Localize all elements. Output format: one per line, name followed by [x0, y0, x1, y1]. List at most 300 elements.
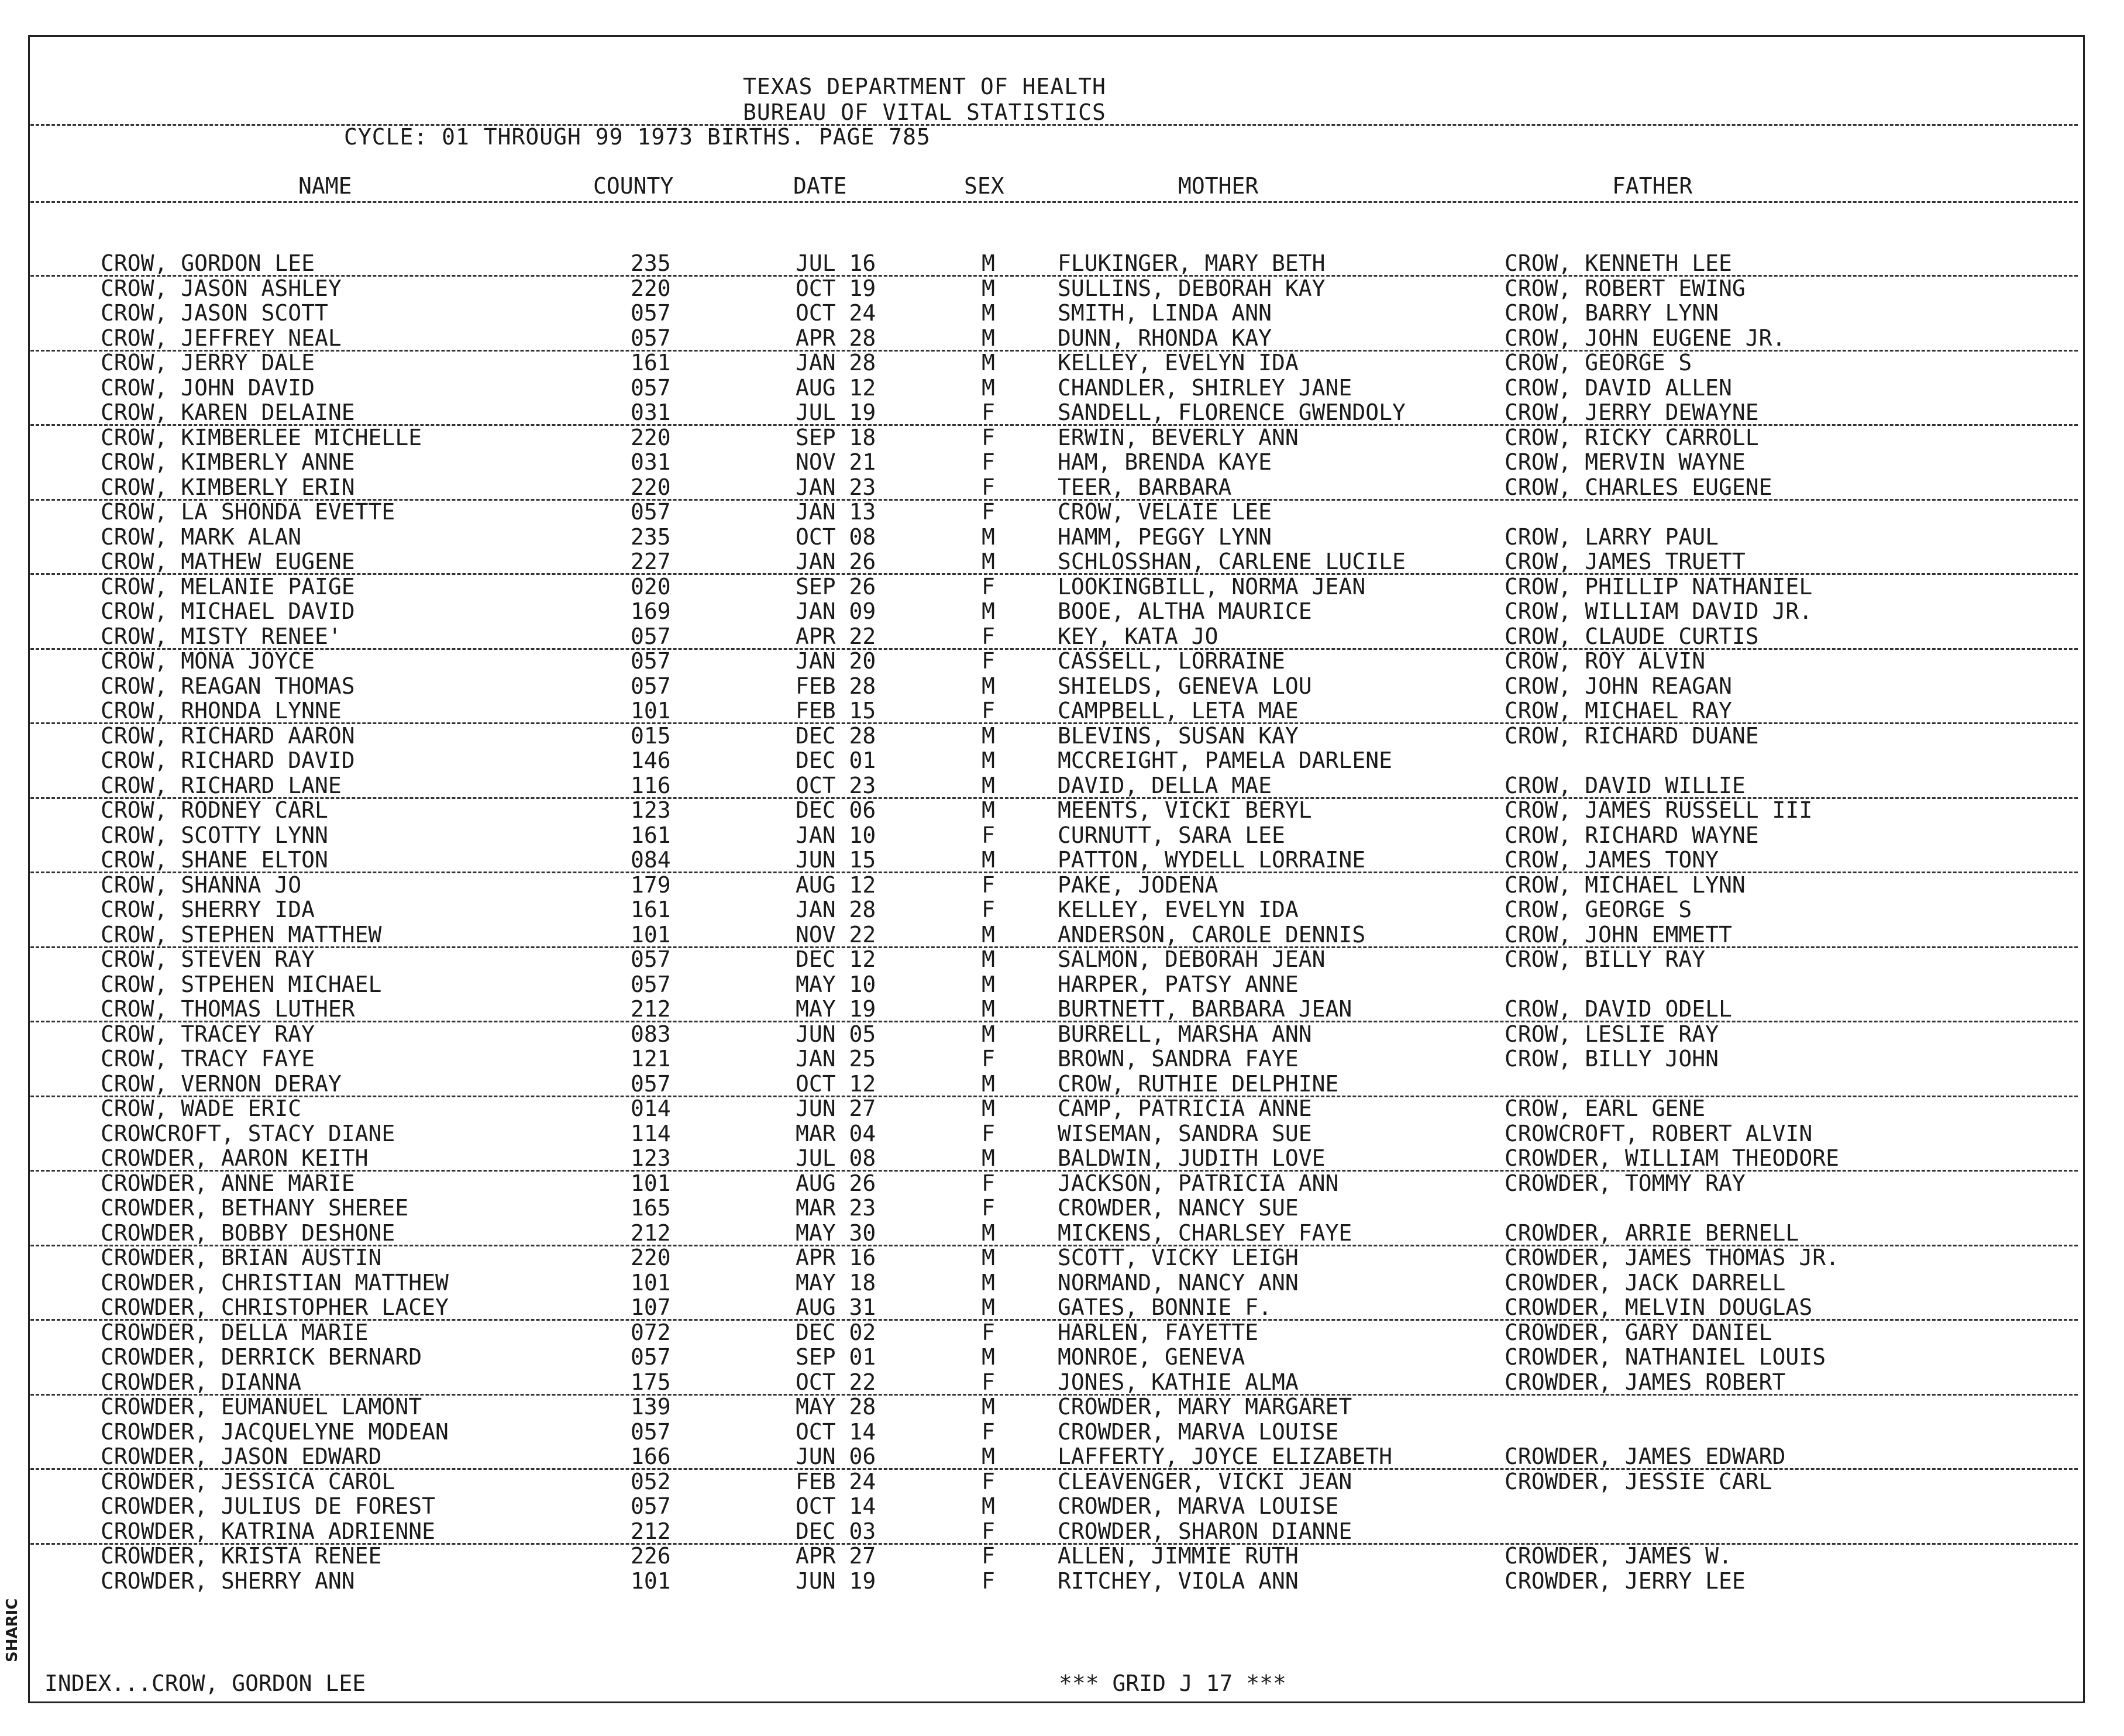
cell-name: CROW, STEVEN RAY — [101, 946, 315, 972]
cell-name: CROW, TRACY FAYE — [101, 1046, 315, 1072]
cell-date: APR 22 — [796, 623, 876, 649]
cell-mother: HAMM, PEGGY LYNN — [1058, 523, 1272, 550]
cell-date: MAY 30 — [796, 1220, 876, 1246]
cell-name: CROW, LA SHONDA EVETTE — [101, 499, 395, 525]
cell-name: CROWDER, JESSICA CAROL — [101, 1468, 395, 1494]
cell-sex: F — [982, 1568, 995, 1594]
cell-sex: F — [982, 1468, 995, 1494]
cell-date: FEB 15 — [796, 698, 876, 724]
cell-mother: HARLEN, FAYETTE — [1058, 1319, 1259, 1345]
cell-father: CROW, BILLY JOHN — [1505, 1046, 1719, 1072]
cell-mother: MCCREIGHT, PAMELA DARLENE — [1058, 748, 1392, 773]
cell-date: MAY 28 — [796, 1394, 876, 1420]
cell-date: JAN 13 — [796, 499, 876, 525]
cell-county: 031 — [631, 449, 671, 475]
cell-father: CROW, LARRY PAUL — [1505, 523, 1719, 550]
cell-county: 220 — [631, 424, 671, 450]
cell-date: AUG 31 — [796, 1294, 876, 1320]
cell-date: JAN 23 — [796, 474, 876, 500]
cell-name: CROW, SHANNA JO — [101, 872, 302, 898]
cell-name: CROW, JASON SCOTT — [101, 300, 328, 326]
cell-name: CROW, SHANE ELTON — [101, 847, 328, 873]
cell-name: CROW, MELANIE PAIGE — [101, 573, 355, 600]
cell-father: CROWDER, WILLIAM THEODORE — [1505, 1145, 1839, 1171]
cell-name: CROWDER, CHRISTOPHER LACEY — [101, 1294, 449, 1320]
cell-date: OCT 14 — [796, 1493, 876, 1519]
cell-mother: CROWDER, MARY MARGARET — [1058, 1394, 1352, 1420]
cell-county: 057 — [631, 1418, 671, 1445]
cell-name: CROWDER, BETHANY SHEREE — [101, 1195, 409, 1221]
title-line-2: BUREAU OF VITAL STATISTICS — [743, 99, 1106, 125]
cell-county: 220 — [631, 1245, 671, 1270]
cell-county: 101 — [631, 921, 671, 948]
cell-date: JUN 05 — [796, 1021, 876, 1047]
cell-sex: M — [982, 1070, 995, 1097]
cell-father: CROW, EARL GENE — [1505, 1096, 1706, 1121]
cell-father: CROW, MICHAEL RAY — [1505, 698, 1732, 724]
cell-county: 057 — [631, 325, 671, 351]
cell-father: CROW, JOHN EMMETT — [1505, 921, 1732, 948]
cell-date: SEP 01 — [796, 1344, 876, 1370]
cell-county: 226 — [631, 1543, 671, 1569]
cell-date: NOV 22 — [796, 921, 876, 948]
cell-sex: M — [982, 946, 995, 972]
cell-name: CROW, KIMBERLY ERIN — [101, 474, 355, 500]
cell-county: 057 — [631, 1493, 671, 1519]
cell-father: CROWDER, JACK DARRELL — [1505, 1269, 1786, 1296]
cell-county: 121 — [631, 1046, 671, 1072]
cell-mother: PATTON, WYDELL LORRAINE — [1058, 847, 1366, 873]
cell-father: CROW, JERRY DEWAYNE — [1505, 399, 1759, 425]
cell-county: 052 — [631, 1468, 671, 1494]
column-header-father: FATHER — [1612, 173, 1693, 199]
cell-county: 084 — [631, 847, 671, 873]
cell-county: 101 — [631, 1170, 671, 1196]
title-line-1: TEXAS DEPARTMENT OF HEALTH — [743, 74, 1106, 99]
cell-mother: ERWIN, BEVERLY ANN — [1058, 424, 1299, 450]
cell-sex: M — [982, 722, 995, 749]
cell-date: JUN 06 — [796, 1444, 876, 1469]
cell-county: 235 — [631, 250, 671, 276]
cycle-line: CYCLE: 01 THROUGH 99 1973 BIRTHS. PAGE 785 — [344, 124, 931, 150]
column-header-date: DATE — [793, 173, 847, 199]
cell-county: 227 — [631, 549, 671, 574]
cell-sex: M — [982, 1294, 995, 1320]
cell-date: JAN 10 — [796, 822, 876, 848]
cell-name: CROWDER, DELLA MARIE — [101, 1319, 369, 1345]
cell-county: 220 — [631, 275, 671, 301]
cell-mother: ANDERSON, CAROLE DENNIS — [1058, 921, 1366, 948]
cell-name: CROWDER, JASON EDWARD — [101, 1444, 382, 1469]
cell-mother: SANDELL, FLORENCE GWENDOLY — [1058, 399, 1406, 425]
cell-mother: GATES, BONNIE F. — [1058, 1294, 1272, 1320]
cell-mother: SMITH, LINDA ANN — [1058, 300, 1272, 326]
cell-date: AUG 12 — [796, 374, 876, 401]
cell-date: FEB 24 — [796, 1468, 876, 1494]
index-footer: INDEX...CROW, GORDON LEE — [44, 1670, 366, 1696]
cell-mother: MONROE, GENEVA — [1058, 1344, 1245, 1370]
cell-date: SEP 26 — [796, 573, 876, 600]
cell-father: CROW, JOHN REAGAN — [1505, 673, 1732, 699]
cell-name: CROW, STEPHEN MATTHEW — [101, 921, 382, 948]
cell-county: 014 — [631, 1096, 671, 1121]
cell-county: 235 — [631, 523, 671, 550]
cell-name: CROWDER, EUMANUEL LAMONT — [101, 1394, 422, 1420]
cell-mother: WISEMAN, SANDRA SUE — [1058, 1120, 1312, 1146]
cell-county: 101 — [631, 698, 671, 724]
cell-father: CROW, DAVID ODELL — [1505, 996, 1732, 1022]
cell-mother: BURRELL, MARSHA ANN — [1058, 1021, 1312, 1047]
cell-date: JAN 25 — [796, 1046, 876, 1072]
cell-county: 057 — [631, 374, 671, 401]
cell-county: 057 — [631, 946, 671, 972]
cell-county: 165 — [631, 1195, 671, 1221]
cell-county: 057 — [631, 648, 671, 674]
cell-mother: CROW, RUTHIE DELPHINE — [1058, 1070, 1339, 1097]
cell-sex: M — [982, 275, 995, 301]
cell-father: CROW, RICHARD DUANE — [1505, 722, 1759, 749]
cell-mother: TEER, BARBARA — [1058, 474, 1232, 500]
cell-father: CROW, GEORGE S — [1505, 350, 1692, 376]
cell-mother: CAMP, PATRICIA ANNE — [1058, 1096, 1312, 1121]
cell-sex: M — [982, 1344, 995, 1370]
cell-name: CROW, MICHAEL DAVID — [101, 598, 355, 624]
cell-father: CROW, RICKY CARROLL — [1505, 424, 1759, 450]
cell-mother: SALMON, DEBORAH JEAN — [1058, 946, 1326, 972]
cell-name: CROWDER, AARON KEITH — [101, 1145, 369, 1171]
cell-county: 057 — [631, 673, 671, 699]
cell-mother: KEY, KATA JO — [1058, 623, 1218, 649]
cell-sex: F — [982, 399, 995, 425]
cell-date: FEB 28 — [796, 673, 876, 699]
cell-sex: M — [982, 996, 995, 1022]
cell-date: JUL 16 — [796, 250, 876, 276]
cell-sex: M — [982, 921, 995, 948]
cell-sex: M — [982, 250, 995, 276]
cell-mother: SHIELDS, GENEVA LOU — [1058, 673, 1312, 699]
cell-mother: CROWDER, NANCY SUE — [1058, 1195, 1299, 1221]
cell-mother: LAFFERTY, JOYCE ELIZABETH — [1058, 1444, 1392, 1469]
cell-name: CROWDER, DIANNA — [101, 1369, 302, 1395]
cell-date: DEC 03 — [796, 1518, 876, 1544]
cell-mother: CASSELL, LORRAINE — [1058, 648, 1285, 674]
cell-county: 123 — [631, 1145, 671, 1171]
cell-sex: M — [982, 748, 995, 773]
side-label: SHARIC — [4, 1598, 21, 1662]
column-header-mother: MOTHER — [1178, 173, 1259, 199]
cell-name: CROWCROFT, STACY DIANE — [101, 1120, 395, 1146]
cell-father: CROWDER, JAMES ROBERT — [1505, 1369, 1786, 1395]
cell-date: OCT 23 — [796, 772, 876, 798]
cell-mother: SULLINS, DEBORAH KAY — [1058, 275, 1326, 301]
cell-name: CROW, THOMAS LUTHER — [101, 996, 355, 1022]
cell-name: CROW, GORDON LEE — [101, 250, 315, 276]
cell-county: 212 — [631, 1220, 671, 1246]
cell-name: CROWDER, ANNE MARIE — [101, 1170, 355, 1196]
cell-date: OCT 14 — [796, 1418, 876, 1445]
cell-father: CROWDER, TOMMY RAY — [1505, 1170, 1746, 1196]
cell-name: CROW, JEFFREY NEAL — [101, 325, 342, 351]
cell-father: CROW, LESLIE RAY — [1505, 1021, 1719, 1047]
cell-date: MAY 10 — [796, 971, 876, 997]
cell-name: CROW, SCOTTY LYNN — [101, 822, 328, 848]
cell-father: CROWCROFT, ROBERT ALVIN — [1505, 1120, 1813, 1146]
cell-sex: F — [982, 499, 995, 525]
cell-name: CROWDER, KATRINA ADRIENNE — [101, 1518, 435, 1544]
cell-father: CROW, CLAUDE CURTIS — [1505, 623, 1759, 649]
row-separator — [30, 946, 2078, 948]
column-header-divider — [30, 201, 2078, 203]
cell-sex: M — [982, 1269, 995, 1296]
cell-county: 057 — [631, 623, 671, 649]
cell-mother: BURTNETT, BARBARA JEAN — [1058, 996, 1352, 1022]
cell-date: JAN 09 — [796, 598, 876, 624]
cell-mother: NORMAND, NANCY ANN — [1058, 1269, 1299, 1296]
cell-county: 169 — [631, 598, 671, 624]
cell-name: CROW, JOHN DAVID — [101, 374, 315, 401]
cell-county: 101 — [631, 1269, 671, 1296]
cell-date: MAR 23 — [796, 1195, 876, 1221]
cell-name: CROW, WADE ERIC — [101, 1096, 302, 1121]
cell-mother: BROWN, SANDRA FAYE — [1058, 1046, 1299, 1072]
cell-date: OCT 12 — [796, 1070, 876, 1097]
cell-county: 175 — [631, 1369, 671, 1395]
cell-father: CROWDER, JERRY LEE — [1505, 1568, 1746, 1594]
cell-date: MAY 19 — [796, 996, 876, 1022]
cell-county: 161 — [631, 350, 671, 376]
cell-sex: M — [982, 325, 995, 351]
cell-name: CROW, RICHARD DAVID — [101, 748, 355, 773]
cell-name: CROWDER, JULIUS DE FOREST — [101, 1493, 435, 1519]
cell-sex: F — [982, 573, 995, 600]
cell-county: 057 — [631, 499, 671, 525]
cell-sex: M — [982, 1394, 995, 1420]
cell-father: CROW, RICHARD WAYNE — [1505, 822, 1759, 848]
cell-name: CROW, VERNON DERAY — [101, 1070, 342, 1097]
cell-father: CROW, ROBERT EWING — [1505, 275, 1746, 301]
cell-father: CROWDER, JESSIE CARL — [1505, 1468, 1772, 1494]
cell-mother: ALLEN, JIMMIE RUTH — [1058, 1543, 1299, 1569]
cell-date: DEC 02 — [796, 1319, 876, 1345]
cell-mother: KELLEY, EVELYN IDA — [1058, 350, 1299, 376]
row-separator — [30, 1096, 2078, 1097]
cell-mother: BALDWIN, JUDITH LOVE — [1058, 1145, 1326, 1171]
cell-sex: F — [982, 1046, 995, 1072]
cell-father: CROW, JAMES RUSSELL III — [1505, 797, 1813, 823]
cell-name: CROW, TRACEY RAY — [101, 1021, 315, 1047]
cell-sex: M — [982, 1021, 995, 1047]
cell-county: 057 — [631, 971, 671, 997]
cell-father: CROWDER, MELVIN DOUGLAS — [1505, 1294, 1813, 1320]
cell-county: 161 — [631, 822, 671, 848]
cell-county: 020 — [631, 573, 671, 600]
cell-sex: F — [982, 1170, 995, 1196]
cell-name: CROW, JASON ASHLEY — [101, 275, 342, 301]
cell-sex: M — [982, 1220, 995, 1246]
cell-name: CROWDER, KRISTA RENEE — [101, 1543, 382, 1569]
cell-county: 212 — [631, 996, 671, 1022]
cell-mother: MICKENS, CHARLSEY FAYE — [1058, 1220, 1352, 1246]
cell-father: CROW, JAMES TONY — [1505, 847, 1719, 873]
cell-name: CROW, STPEHEN MICHAEL — [101, 971, 382, 997]
cell-date: MAR 04 — [796, 1120, 876, 1146]
cell-county: 107 — [631, 1294, 671, 1320]
cell-name: CROW, KAREN DELAINE — [101, 399, 355, 425]
cell-county: 123 — [631, 797, 671, 823]
column-header-county: COUNTY — [593, 173, 674, 199]
cell-sex: M — [982, 300, 995, 326]
cell-date: OCT 19 — [796, 275, 876, 301]
row-separator — [30, 1021, 2078, 1022]
cell-mother: JACKSON, PATRICIA ANN — [1058, 1170, 1339, 1196]
cell-father: CROW, ROY ALVIN — [1505, 648, 1706, 674]
cell-sex: F — [982, 424, 995, 450]
cell-mother: LOOKINGBILL, NORMA JEAN — [1058, 573, 1366, 600]
cell-father: CROW, KENNETH LEE — [1505, 250, 1732, 276]
cell-name: CROWDER, BRIAN AUSTIN — [101, 1245, 382, 1270]
cell-sex: M — [982, 1444, 995, 1469]
cell-sex: M — [982, 797, 995, 823]
cell-father: CROW, JAMES TRUETT — [1505, 549, 1746, 574]
cell-name: CROW, SHERRY IDA — [101, 897, 315, 922]
cell-date: AUG 26 — [796, 1170, 876, 1196]
cell-mother: BLEVINS, SUSAN KAY — [1058, 722, 1299, 749]
cell-name: CROWDER, SHERRY ANN — [101, 1568, 355, 1594]
cell-name: CROW, REAGAN THOMAS — [101, 673, 355, 699]
cell-mother: CHANDLER, SHIRLEY JANE — [1058, 374, 1352, 401]
cell-name: CROW, JERRY DALE — [101, 350, 315, 376]
cell-county: 139 — [631, 1394, 671, 1420]
cell-date: DEC 06 — [796, 797, 876, 823]
cell-mother: PAKE, JODENA — [1058, 872, 1218, 898]
cell-name: CROW, MARK ALAN — [101, 523, 302, 550]
row-separator — [30, 872, 2078, 873]
cell-county: 161 — [631, 897, 671, 922]
cell-father: CROW, GEORGE S — [1505, 897, 1692, 922]
cell-sex: M — [982, 971, 995, 997]
header-divider — [30, 124, 2078, 126]
cell-county: 072 — [631, 1319, 671, 1345]
cell-sex: F — [982, 1418, 995, 1445]
cell-sex: F — [982, 1543, 995, 1569]
cell-mother: SCOTT, VICKY LEIGH — [1058, 1245, 1299, 1270]
cell-name: CROW, MATHEW EUGENE — [101, 549, 355, 574]
cell-mother: DUNN, RHONDA KAY — [1058, 325, 1272, 351]
cell-mother: KELLEY, EVELYN IDA — [1058, 897, 1299, 922]
cell-father: CROWDER, NATHANIEL LOUIS — [1505, 1344, 1826, 1370]
cell-father: CROWDER, JAMES W. — [1505, 1543, 1732, 1569]
cell-date: JUN 15 — [796, 847, 876, 873]
cell-county: 212 — [631, 1518, 671, 1544]
cell-date: AUG 12 — [796, 872, 876, 898]
cell-date: JAN 28 — [796, 897, 876, 922]
cell-sex: M — [982, 523, 995, 550]
cell-name: CROWDER, JACQUELYNE MODEAN — [101, 1418, 449, 1445]
column-header-name: NAME — [298, 173, 352, 199]
cell-name: CROWDER, BOBBY DESHONE — [101, 1220, 395, 1246]
cell-mother: MEENTS, VICKI BERYL — [1058, 797, 1312, 823]
cell-date: JAN 26 — [796, 549, 876, 574]
cell-name: CROW, KIMBERLEE MICHELLE — [101, 424, 422, 450]
cell-sex: M — [982, 374, 995, 401]
cell-mother: CROW, VELAIE LEE — [1058, 499, 1272, 525]
cell-date: APR 27 — [796, 1543, 876, 1569]
cell-date: DEC 28 — [796, 722, 876, 749]
cell-mother: CROWDER, MARVA LOUISE — [1058, 1493, 1339, 1519]
cell-name: CROW, RICHARD AARON — [101, 722, 355, 749]
cell-county: 057 — [631, 1070, 671, 1097]
cell-sex: M — [982, 1145, 995, 1171]
cell-mother: SCHLOSSHAN, CARLENE LUCILE — [1058, 549, 1406, 574]
cell-county: 031 — [631, 399, 671, 425]
cell-father: CROW, DAVID WILLIE — [1505, 772, 1746, 798]
cell-date: JUL 08 — [796, 1145, 876, 1171]
cell-name: CROW, RICHARD LANE — [101, 772, 342, 798]
cell-mother: CROWDER, SHARON DIANNE — [1058, 1518, 1352, 1544]
cell-father: CROW, PHILLIP NATHANIEL — [1505, 573, 1813, 600]
cell-sex: F — [982, 1120, 995, 1146]
cell-county: 057 — [631, 1344, 671, 1370]
cell-sex: F — [982, 1369, 995, 1395]
cell-sex: F — [982, 474, 995, 500]
cell-sex: F — [982, 1518, 995, 1544]
cell-sex: M — [982, 1493, 995, 1519]
cell-father: CROW, CHARLES EUGENE — [1505, 474, 1772, 500]
cell-mother: CROWDER, MARVA LOUISE — [1058, 1418, 1339, 1445]
cell-name: CROWDER, DERRICK BERNARD — [101, 1344, 422, 1370]
cell-father: CROW, MICHAEL LYNN — [1505, 872, 1746, 898]
cell-sex: F — [982, 1319, 995, 1345]
cell-mother: CAMPBELL, LETA MAE — [1058, 698, 1299, 724]
row-separator — [30, 648, 2078, 650]
cell-sex: M — [982, 673, 995, 699]
cell-county: 220 — [631, 474, 671, 500]
cell-father: CROWDER, GARY DANIEL — [1505, 1319, 1772, 1345]
cell-sex: M — [982, 1245, 995, 1270]
cell-mother: BOOE, ALTHA MAURICE — [1058, 598, 1312, 624]
cell-sex: F — [982, 872, 995, 898]
cell-father: CROW, DAVID ALLEN — [1505, 374, 1732, 401]
cell-mother: FLUKINGER, MARY BETH — [1058, 250, 1326, 276]
cell-mother: DAVID, DELLA MAE — [1058, 772, 1272, 798]
cell-date: OCT 24 — [796, 300, 876, 326]
cell-date: JUN 27 — [796, 1096, 876, 1121]
cell-county: 179 — [631, 872, 671, 898]
cell-date: APR 16 — [796, 1245, 876, 1270]
cell-date: SEP 18 — [796, 424, 876, 450]
cell-father: CROWDER, ARRIE BERNELL — [1505, 1220, 1799, 1246]
cell-date: DEC 01 — [796, 748, 876, 773]
cell-date: JAN 28 — [796, 350, 876, 376]
cell-county: 116 — [631, 772, 671, 798]
cell-sex: F — [982, 822, 995, 848]
cell-father: CROWDER, JAMES THOMAS JR. — [1505, 1245, 1839, 1270]
cell-date: JUN 19 — [796, 1568, 876, 1594]
cell-date: JAN 20 — [796, 648, 876, 674]
column-header-sex: SEX — [964, 173, 1004, 199]
cell-sex: F — [982, 648, 995, 674]
cell-father: CROW, BILLY RAY — [1505, 946, 1706, 972]
cell-sex: M — [982, 350, 995, 376]
cell-date: OCT 08 — [796, 523, 876, 550]
cell-county: 083 — [631, 1021, 671, 1047]
cell-father: CROW, MERVIN WAYNE — [1505, 449, 1746, 475]
cell-sex: M — [982, 772, 995, 798]
cell-date: NOV 21 — [796, 449, 876, 475]
cell-father: CROW, BARRY LYNN — [1505, 300, 1719, 326]
cell-mother: CLEAVENGER, VICKI JEAN — [1058, 1468, 1352, 1494]
cell-sex: M — [982, 1096, 995, 1121]
